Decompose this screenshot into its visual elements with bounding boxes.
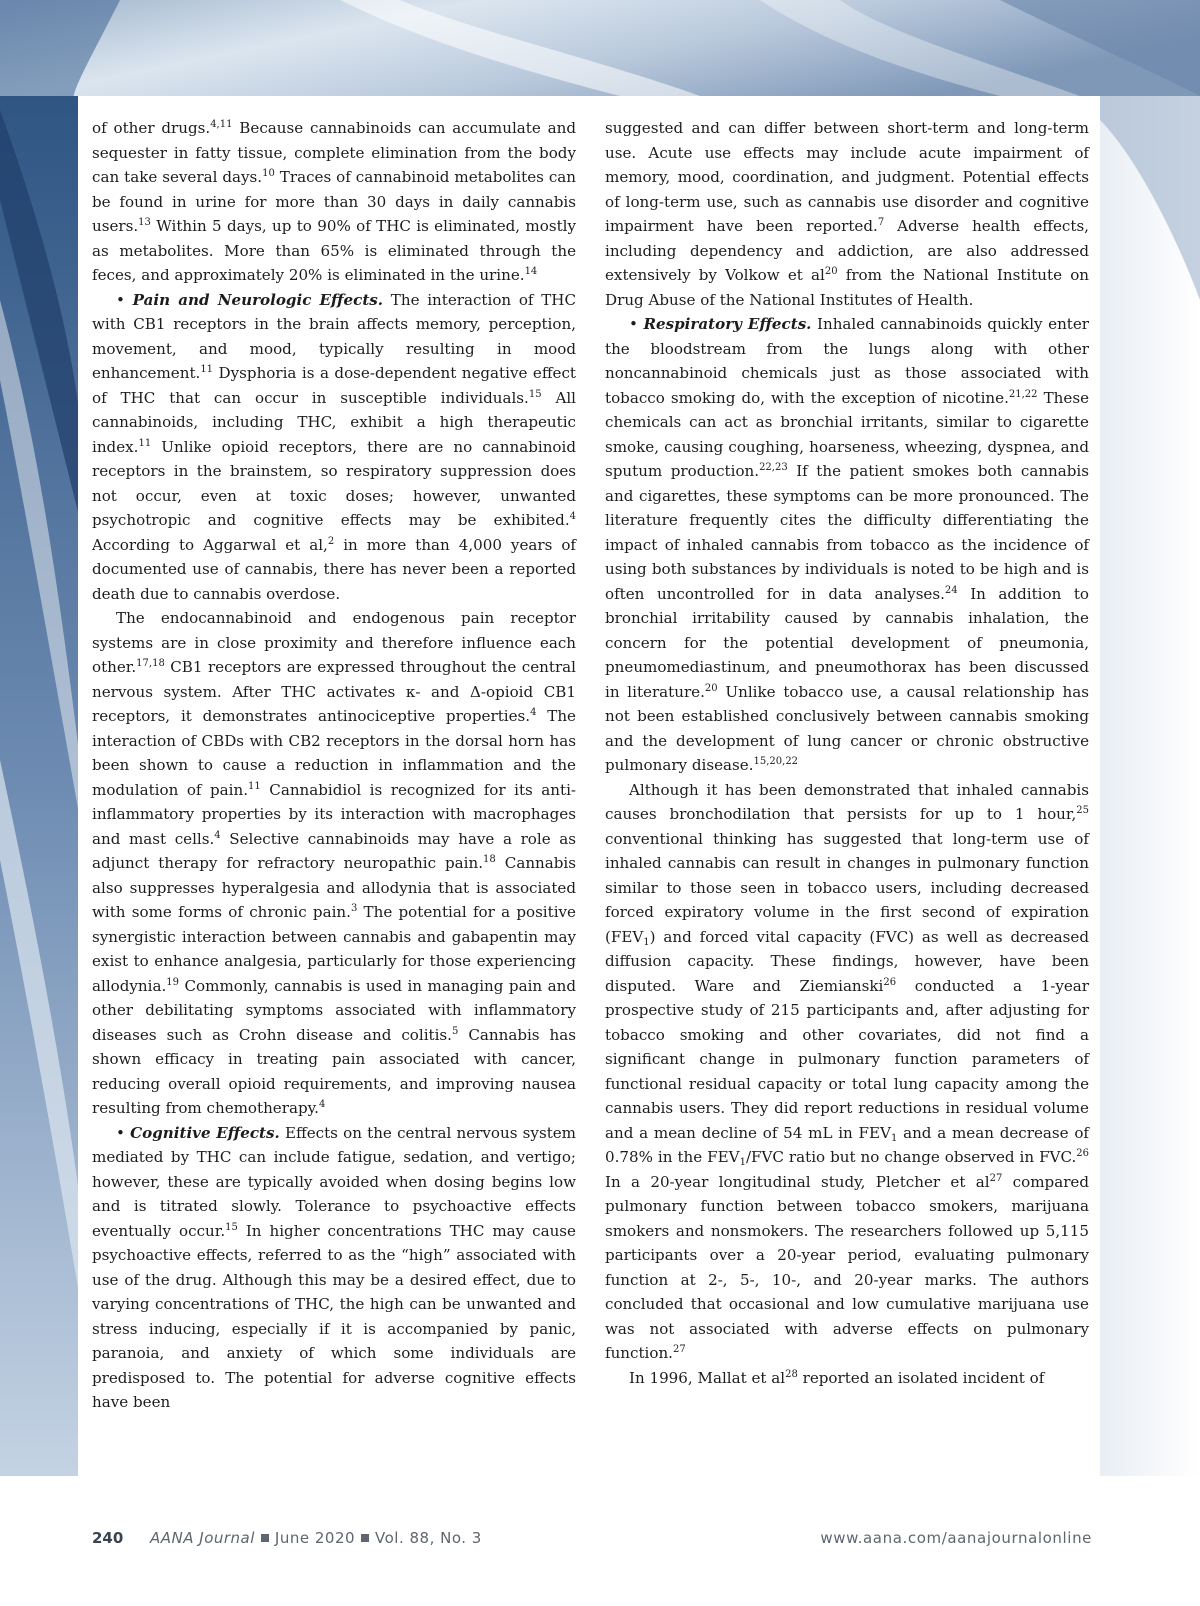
- page-number: 240: [92, 1529, 124, 1547]
- paragraph-respiratory: • Respiratory Effects. Inhaled cannabinoids quickly enter the bloodstream from the lungs along with other noncannabinoid chemicals just as those associated with tobacco smoking do, with the exception of nicotine.$^{21,22}$ These chemicals can act as bronchial irritants, similar to cigarette smoke, causing coughing, hoarseness, wheezing, dyspnea, and sputum production.$^{22,23}$ If the patient smokes both cannabis and cigarettes, these symptoms can be more pronounced. The literature frequently cites the difficulty differentiating the impact of inhaled cannabis from tobacco as the incidence of using both substances by individuals is noted to be high and is often uncontrolled for in data analyses.$^{24}$ In addition to bronchial irritability caused by cannabis inhalation, the concern for the potential development of pneumonia, pneumomediastinum, and pneumothorax has been discussed in literature.$^{20}$ Unlike tobacco use, a causal relationship has not been established conclusively between cannabis smoking and the development of lung cancer or chronic obstructive pulmonary disease.$^{15,20,22}$: [605, 315, 1090, 774]
- citation: 13: [138, 217, 151, 228]
- separator-square-icon: [361, 1534, 369, 1542]
- right-text-column: [605, 116, 1089, 1390]
- journal-name: AANA Journal: [150, 1529, 255, 1547]
- separator-square-icon: [261, 1534, 269, 1542]
- citation: 4,11: [210, 119, 233, 130]
- paragraph-bronchodilation: Although it has been demonstrated that inhaled cannabis causes bronchodilation that persists for up to 1 hour,$^{25}$ conventional thinking has suggested that long-term use of inhaled cannabis can result in changes in pulmonary function similar to those seen in tobacco users, including decreased forced expiratory volume in the first second of expiration $(FEV_1)$ and forced vital capacity (FVC) as well as decreased diffusion capacity. These findings, however, have been disputed. Ware and Ziemianski$^{26}$ conducted a 1-year prospective study of 215 participants and, after adjusting for tobacco smoking and other covariates, did not find a significant change in pulmonary function parameters of functional residual capacity or total lung capacity among the cannabis users. They did report reductions in residual volume and a mean decline of 54 mL in $FEV_1$ and a mean decrease of 0.78% in the $FEV_1$/FVC ratio but no change observed in FVC.$^{26}$ In a 20-year longitudinal study, Pletcher et $al^{27}$ compared pulmonary function between tobacco smokers, marijuana smokers and nonsmokers. The researchers followed up 5,115 participants over a 20-year period, evaluating pulmonary function at 2-, 5-, 10-, and 20-year marks. The authors concluded that occasional and low cumulative marijuana use was not associated with adverse effects on pulmonary function.$^{27}$: [605, 780, 1090, 1362]
- journal-url-link[interactable]: www.aana.com/aanajournalonline: [820, 1529, 1092, 1547]
- paragraph-cognitive: • Cognitive Effects. Effects on the central nervous system mediated by THC can include fatigue, sedation, and vertigo; however, these are typically avoided when dosing begins low and is titrated slowly. Tolerance to psychoactive effects eventually occur.$^{15}$ In higher concentrations THC may cause psychoactive effects, referred to as the “high” associated with use of the drug. Although this may be a desired effect, due to varying concentrations of THC, the high can be unwanted and stress inducing, especially if it is accompanied by panic, paranoia, and anxiety of which some individuals are predisposed to. The potential for adverse cognitive effects have been: [92, 1123, 576, 1411]
- section-heading-cognitive: Cognitive Effects.: [130, 1123, 280, 1142]
- paragraph-elimination: of other drugs.$^{4,11}$ Because cannabinoids can accumulate and sequester in fatty tissue, complete elimination from the body can take several days.$^{10}$ Traces of cannabinoid metabolites can be found in urine for more than 30 days in daily cannabis users.$^{13}$ Within 5 days, up to 90% of THC is eliminated, mostly as metabolites. More than 65% is eliminated through the feces, and approximately 20% is eliminated in the urine.$^{14}$: [92, 119, 576, 284]
- bullet-icon: •: [629, 315, 644, 333]
- bullet-icon: •: [116, 1123, 131, 1142]
- paragraph-pain-neurologic: • Pain and Neurologic Effects. The interaction of THC with CB1 receptors in the brain affects memory, perception, movement, and mood, typically resulting in mood enhancement.$^{11}$ Dysphoria is a dose-dependent negative effect of THC that can occur in susceptible individuals.$^{15}$ All cannabinoids, including THC, exhibit a high therapeutic index.$^{11}$ Unlike opioid receptors, there are no cannabinoid receptors in the brainstem, so respiratory suppression does not occur, even at toxic doses; however, unwanted psychotropic and cognitive effects may be exhibited.$^4$ According to Aggarwal et al,$^2$ in more than 4,000 years of documented use of cannabis, there has never been a reported death due to cannabis overdose.: [92, 290, 577, 603]
- left-text-column: [92, 116, 576, 1415]
- citation: 10: [262, 168, 275, 179]
- paragraph-long-term-use: suggested and can differ between short-term and long-term use. Acute use effects may include acute impairment of memory, mood, coordination, and judgment. Potential effects of long-term use, such as cannabis use disorder and cognitive impairment have been reported.$^7$ Adverse health effects, including dependency and addiction, are also addressed extensively by Volkow et $al^{20}$ from the National Institute on Drug Abuse of the National Institutes of Health.: [605, 119, 1090, 309]
- volume-issue: Vol. 88, No. 3: [375, 1529, 482, 1547]
- page-footer: [92, 1529, 1092, 1553]
- journal-citation: [150, 1529, 482, 1547]
- bullet-icon: •: [116, 290, 133, 309]
- section-heading-respiratory: Respiratory Effects.: [643, 315, 812, 333]
- paragraph-mallat: In 1996, Mallat et $al^{28}$ reported an isolated incident of: [629, 1368, 1045, 1387]
- citation: 14: [524, 266, 538, 277]
- section-heading-pain-neurologic: Pain and Neurologic Effects.: [132, 290, 384, 309]
- issue-date: June 2020: [274, 1529, 356, 1547]
- paragraph-endocannabinoid: The endocannabinoid and endogenous pain receptor systems are in close proximity and therefore influence each other.$^{17,18}$ CB1 receptors are expressed throughout the central nervous system. After THC activates κ- and Δ-opioid CB1 receptors, it demonstrates antinociceptive properties.$^4$ The interaction of CBDs with CB2 receptors in the dorsal horn has been shown to cause a reduction in inflammation and the modulation of pain.$^{11}$ Cannabidiol is recognized for its anti-inflammatory properties by its interaction with macrophages and mast cells.$^4$ Selective cannabinoids may have a role as adjunct therapy for refractory neuropathic pain.$^{18}$ Cannabis also suppresses hyperalgesia and allodynia that is associated with some forms of chronic pain.$^3$ The potential for a positive synergistic interaction between cannabis and gabapentin may exist to enhance analgesia, particularly for those experiencing allodynia.$^{19}$ Commonly, cannabis is used in managing pain and other debilitating symptoms associated with inflammatory diseases such as Crohn disease and colitis.$^5$ Cannabis has shown efficacy in treating pain associated with cancer, reducing overall opioid requirements, and improving nausea resulting from chemotherapy.$^4$: [92, 609, 576, 1117]
